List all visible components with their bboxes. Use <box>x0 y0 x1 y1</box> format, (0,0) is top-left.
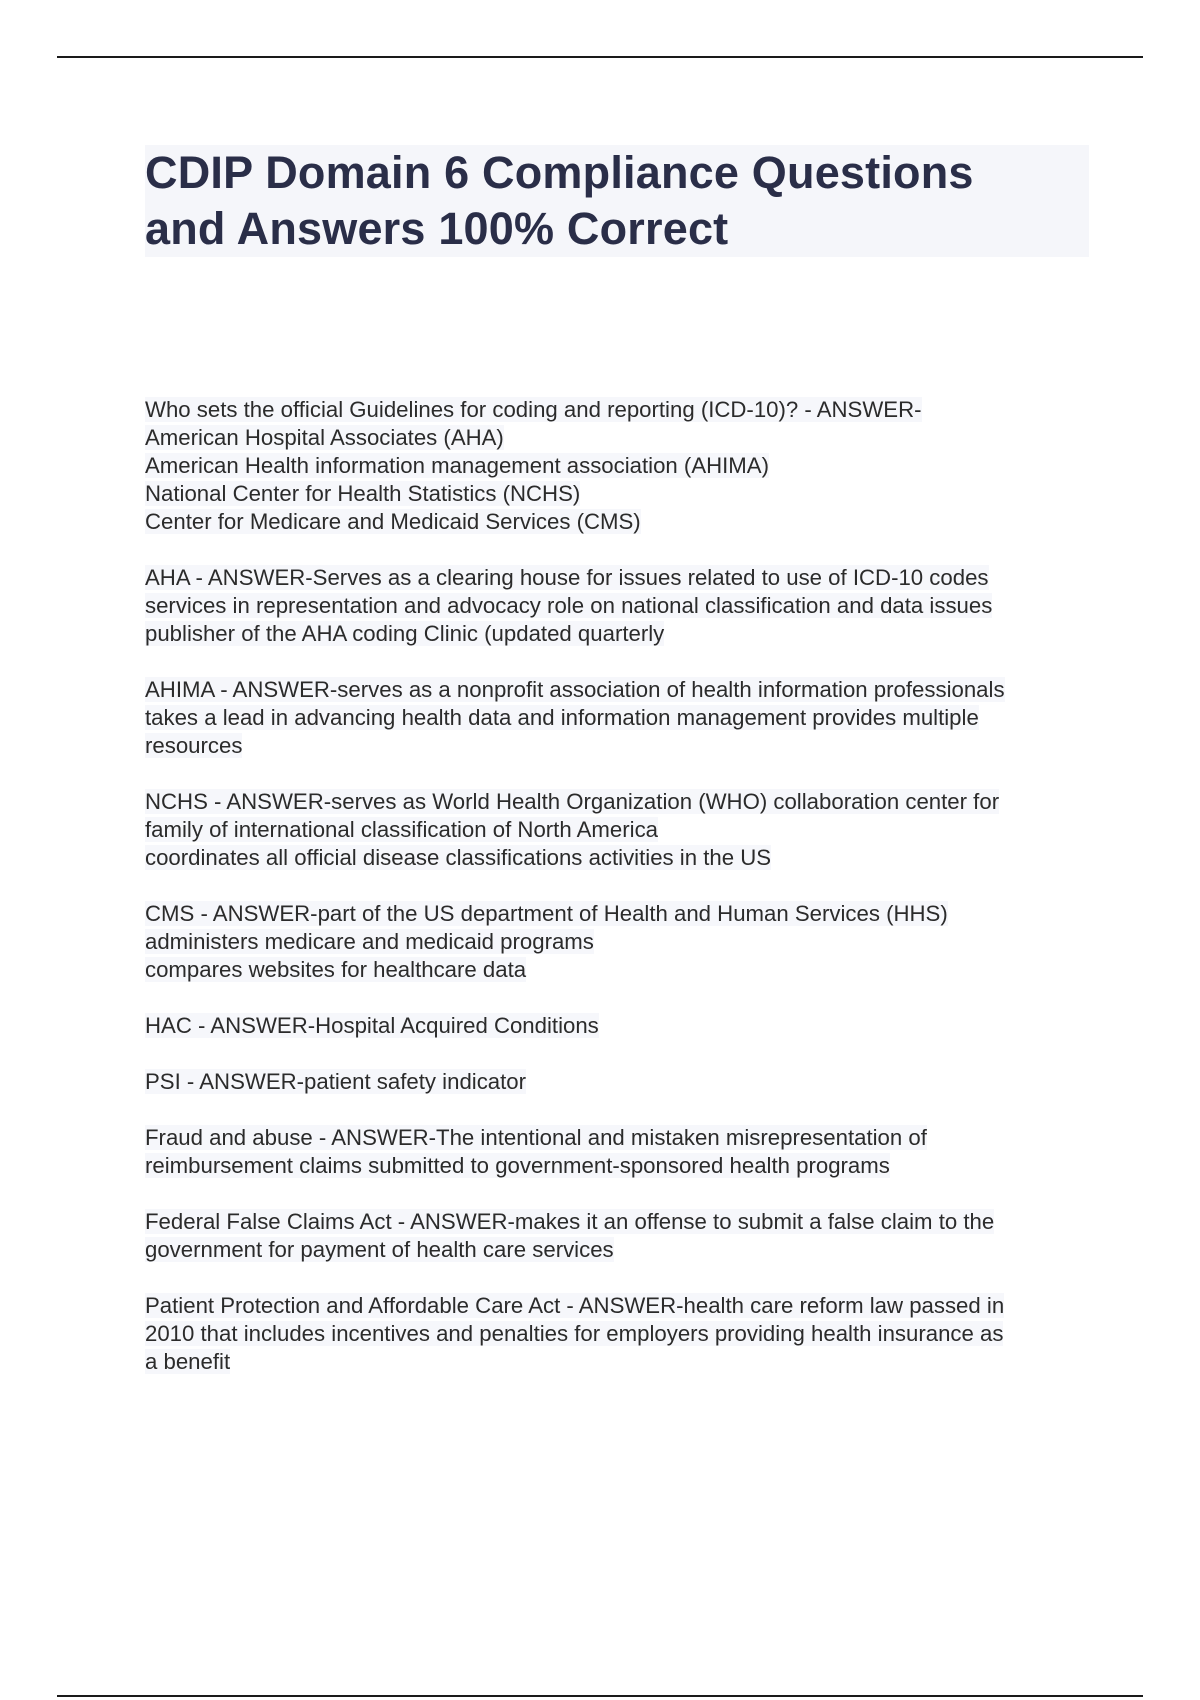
document-title <box>145 145 1089 257</box>
qa-line: NCHS - ANSWER-serves as World Health Organization (WHO) collaboration center for <box>145 789 1000 814</box>
qa-line: Federal False Claims Act - ANSWER-makes it an offense to submit a false claim to the <box>145 1209 995 1234</box>
qa-line: PSI - ANSWER-patient safety indicator <box>145 1069 527 1094</box>
qa-list <box>145 396 1095 1404</box>
qa-line: National Center for Health Statistics (NCHS) <box>145 481 581 506</box>
title-line: CDIP Domain 6 Compliance Questions <box>145 147 974 198</box>
qa-line: resources <box>145 733 243 758</box>
qa-line: Patient Protection and Affordable Care Act - ANSWER-health care reform law passed in <box>145 1293 1005 1318</box>
qa-line: 2010 that includes incentives and penalties for employers providing health insurance as <box>145 1321 1004 1346</box>
qa-line: AHA - ANSWER-Serves as a clearing house for issues related to use of ICD-10 codes <box>145 565 989 590</box>
qa-line: CMS - ANSWER-part of the US department of Health and Human Services (HHS) <box>145 901 948 926</box>
qa-line: services in representation and advocacy role on national classification and data issues <box>145 593 993 618</box>
top-divider <box>57 56 1143 58</box>
qa-item-nchs <box>145 788 1095 872</box>
qa-item-cms <box>145 900 1095 984</box>
qa-line: American Health information management association (AHIMA) <box>145 453 769 478</box>
title-block <box>145 145 1089 257</box>
qa-line: AHIMA - ANSWER-serves as a nonprofit association of health information professionals <box>145 677 1005 702</box>
qa-item-aha <box>145 564 1095 648</box>
qa-line: American Hospital Associates (AHA) <box>145 425 504 450</box>
qa-line: government for payment of health care services <box>145 1237 614 1262</box>
qa-line: Who sets the official Guidelines for coding and reporting (ICD-10)? - ANSWER- <box>145 397 922 422</box>
qa-item-false-claims-act <box>145 1208 1095 1264</box>
qa-line: reimbursement claims submitted to government-sponsored health programs <box>145 1153 890 1178</box>
qa-line: a benefit <box>145 1349 231 1374</box>
qa-line: coordinates all official disease classifications activities in the US <box>145 845 772 870</box>
qa-line: Center for Medicare and Medicaid Services (CMS) <box>145 509 641 534</box>
qa-line: administers medicare and medicaid programs <box>145 929 594 954</box>
qa-line: family of international classification of North America <box>145 817 658 842</box>
qa-item-ahima <box>145 676 1095 760</box>
qa-item-hac <box>145 1012 1095 1040</box>
qa-item-guidelines <box>145 396 1095 536</box>
qa-item-psi <box>145 1068 1095 1096</box>
qa-item-affordable-care-act <box>145 1292 1095 1376</box>
qa-line: takes a lead in advancing health data and information management provides multiple <box>145 705 979 730</box>
title-line: and Answers 100% Correct <box>145 203 729 254</box>
qa-line: publisher of the AHA coding Clinic (updated quarterly <box>145 621 665 646</box>
bottom-divider <box>57 1695 1143 1697</box>
qa-line: Fraud and abuse - ANSWER-The intentional and mistaken misrepresentation of <box>145 1125 927 1150</box>
qa-line: HAC - ANSWER-Hospital Acquired Conditions <box>145 1013 599 1038</box>
qa-line: compares websites for healthcare data <box>145 957 527 982</box>
qa-item-fraud-abuse <box>145 1124 1095 1180</box>
